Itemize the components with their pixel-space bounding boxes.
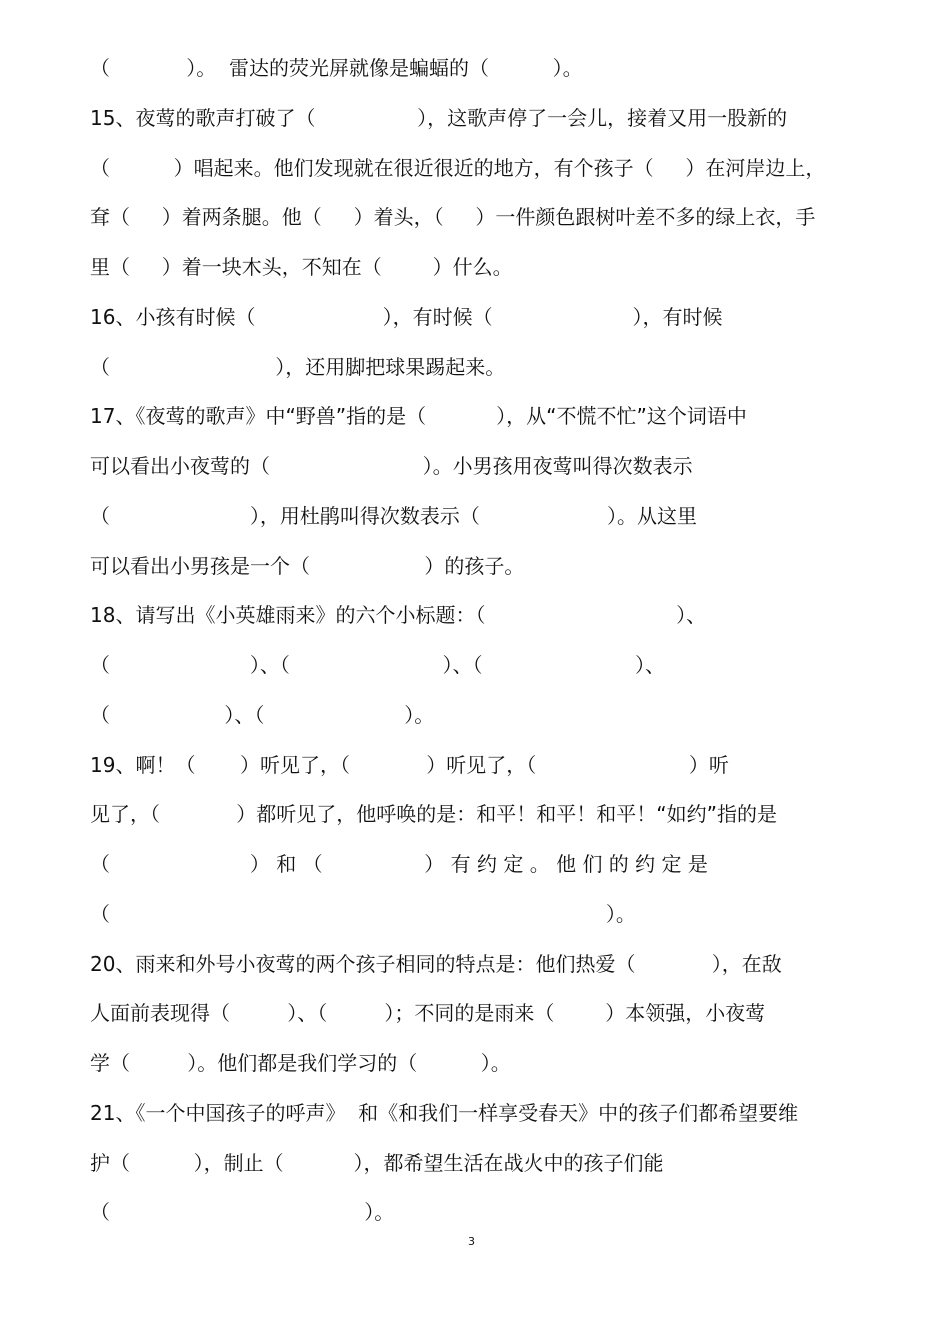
text-line-10: （ ），用杜鹃叫得次数表示（ ）。从这里: [90, 503, 698, 528]
text-line-2: 15、夜莺的歌声打破了（ ），这歌声停了一会儿，接着又用一股新的: [90, 105, 788, 130]
text-line-9: 可以看出小夜莺的（ ）。小男孩用夜莺叫得次数表示: [90, 454, 693, 478]
text-line-7: （ ），还用脚把球果踢起来。: [90, 354, 506, 379]
text-line-21: 学（ ）。他们都是我们学习的（ ）。: [90, 1051, 511, 1075]
text-line-1: （ ）。 雷达的荧光屏就像是蝙蝠的（ ）。: [90, 56, 583, 80]
text-line-20: 人面前表现得（ ）、（ ）；不同的是雨来（ ）本领强，小夜莺: [90, 1001, 766, 1026]
text-line-17: （ ） 和 （ ） 有 约 定 。 他 们 的 约 定 是: [90, 852, 708, 876]
text-line-4: 耷（ ）着两条腿。他（ ）着头，（ ）一件颜色跟树叶差不多的绿上衣，手: [90, 205, 816, 230]
text-line-16: 见了，（ ）都听见了，他呼唤的是：和平！和平！和平！“如约”指的是: [90, 802, 778, 827]
text-line-19: 20、雨来和外号小夜莺的两个孩子相同的特点是：他们热爱（ ），在敌: [90, 951, 782, 976]
text-line-8: 17、《夜莺的歌声》中“野兽”指的是（ ），从“不慌不忙”这个词语中: [90, 404, 747, 429]
page-number: 3: [468, 1235, 475, 1248]
text-line-5: 里（ ）着一块木头，不知在（ ）什么。: [90, 255, 513, 279]
text-line-24: （ ）。: [90, 1200, 395, 1225]
text-line-22: 21、《一个中国孩子的呼声》 和《和我们一样享受春天》中的孩子们都希望要维: [90, 1100, 799, 1125]
text-line-6: 16、小孩有时候（ ），有时候（ ），有时候: [90, 304, 723, 329]
text-line-15: 19、啊！（ ）听见了，（ ）听见了，（ ）听: [90, 752, 729, 777]
text-line-23: 护（ ），制止（ ），都希望生活在战火中的孩子们能: [90, 1150, 664, 1175]
text-line-12: 18、请写出《小英雄雨来》的六个小标题：（ ）、: [90, 603, 707, 628]
text-line-18: （ ）。: [90, 901, 636, 926]
text-line-11: 可以看出小男孩是一个（ ）的孩子。: [90, 553, 525, 578]
text-line-13: （ ）、（ ）、（ ）、: [90, 653, 666, 677]
text-line-3: （ ）唱起来。他们发现就在很近很近的地方，有个孩子（ ）在河岸边上，: [90, 155, 826, 180]
text-line-14: （ ）、（ ）。: [90, 702, 435, 727]
